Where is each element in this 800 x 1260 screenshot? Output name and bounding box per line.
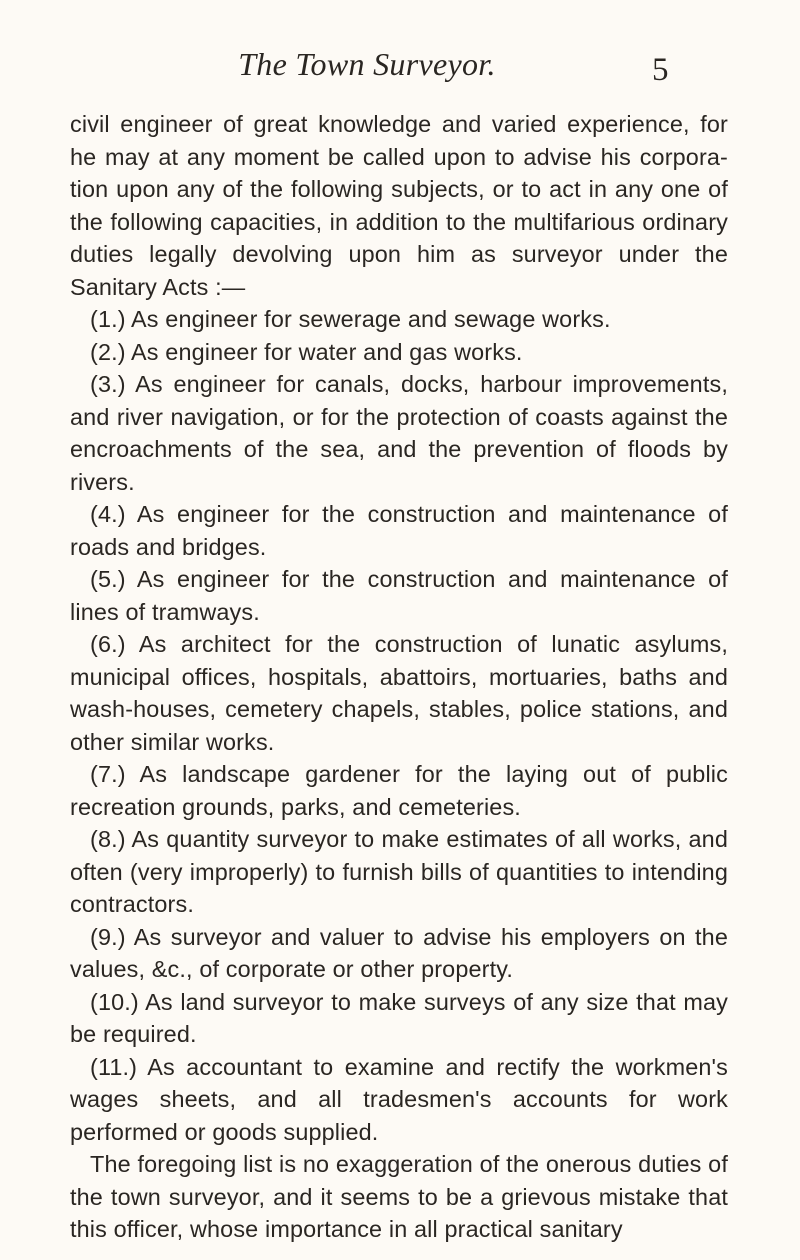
- body-text: [70, 108, 728, 1246]
- paragraph-intro: civil engineer of great knowledge and varied experience, for he may at any moment be called upon to advise his corpora-tion upon any of the following subjects, or to act in any one of the following capacities, in addition to the multifarious ordinary duties legally devolving upon him as surveyor under the Sanitary Acts :—: [70, 111, 728, 300]
- running-title: The Town Surveyor.: [238, 46, 496, 82]
- list-item-7: (7.) As landscape gardener for the laying out of public recreation grounds, parks, and cemeteries.: [70, 761, 728, 820]
- list-item-9: (9.) As surveyor and valuer to advise his employers on the values, &c., of corporate or other property.: [70, 923, 728, 982]
- list-item-8: (8.) As quantity surveyor to make estimates of all works, and often (very improperly) to furnish bills of quantities to intending contractors.: [70, 826, 728, 917]
- list-item-11: (11.) As accountant to examine and rectify the workmen's wages sheets, and all tradesmen's accounts for work performed or goods supplied.: [70, 1053, 728, 1145]
- list-item-5: (5.) As engineer for the construction and maintenance of lines of tramways.: [70, 566, 728, 625]
- list-item-3: (3.) As engineer for canals, docks, harbour improvements, and river navigation, or for the protection of coasts against the encroachments of the sea, and the prevention of floods by rivers.: [70, 371, 728, 495]
- paragraph-closing: The foregoing list is no exaggeration of the onerous duties of the town surveyor, and it seems to be a grievous mistake that this officer, whose importance in all practical sanitary: [70, 1151, 728, 1242]
- list-item-1: (1.) As engineer for sewerage and sewage works.: [90, 306, 611, 332]
- running-head: [0, 44, 800, 88]
- page-number: 5: [652, 52, 669, 88]
- list-item-2: (2.) As engineer for water and gas works.: [90, 338, 523, 365]
- list-item-10: (10.) As land surveyor to make surveys of any size that may be required.: [70, 988, 728, 1047]
- list-item-6: (6.) As architect for the construction of lunatic asylums, municipal offices, hospitals, abattoirs, mortuaries, baths and wash-houses, cemetery chapels, stables, police stations, and other similar works.: [70, 631, 728, 755]
- list-item-4: (4.) As engineer for the construction and maintenance of roads and bridges.: [70, 501, 728, 560]
